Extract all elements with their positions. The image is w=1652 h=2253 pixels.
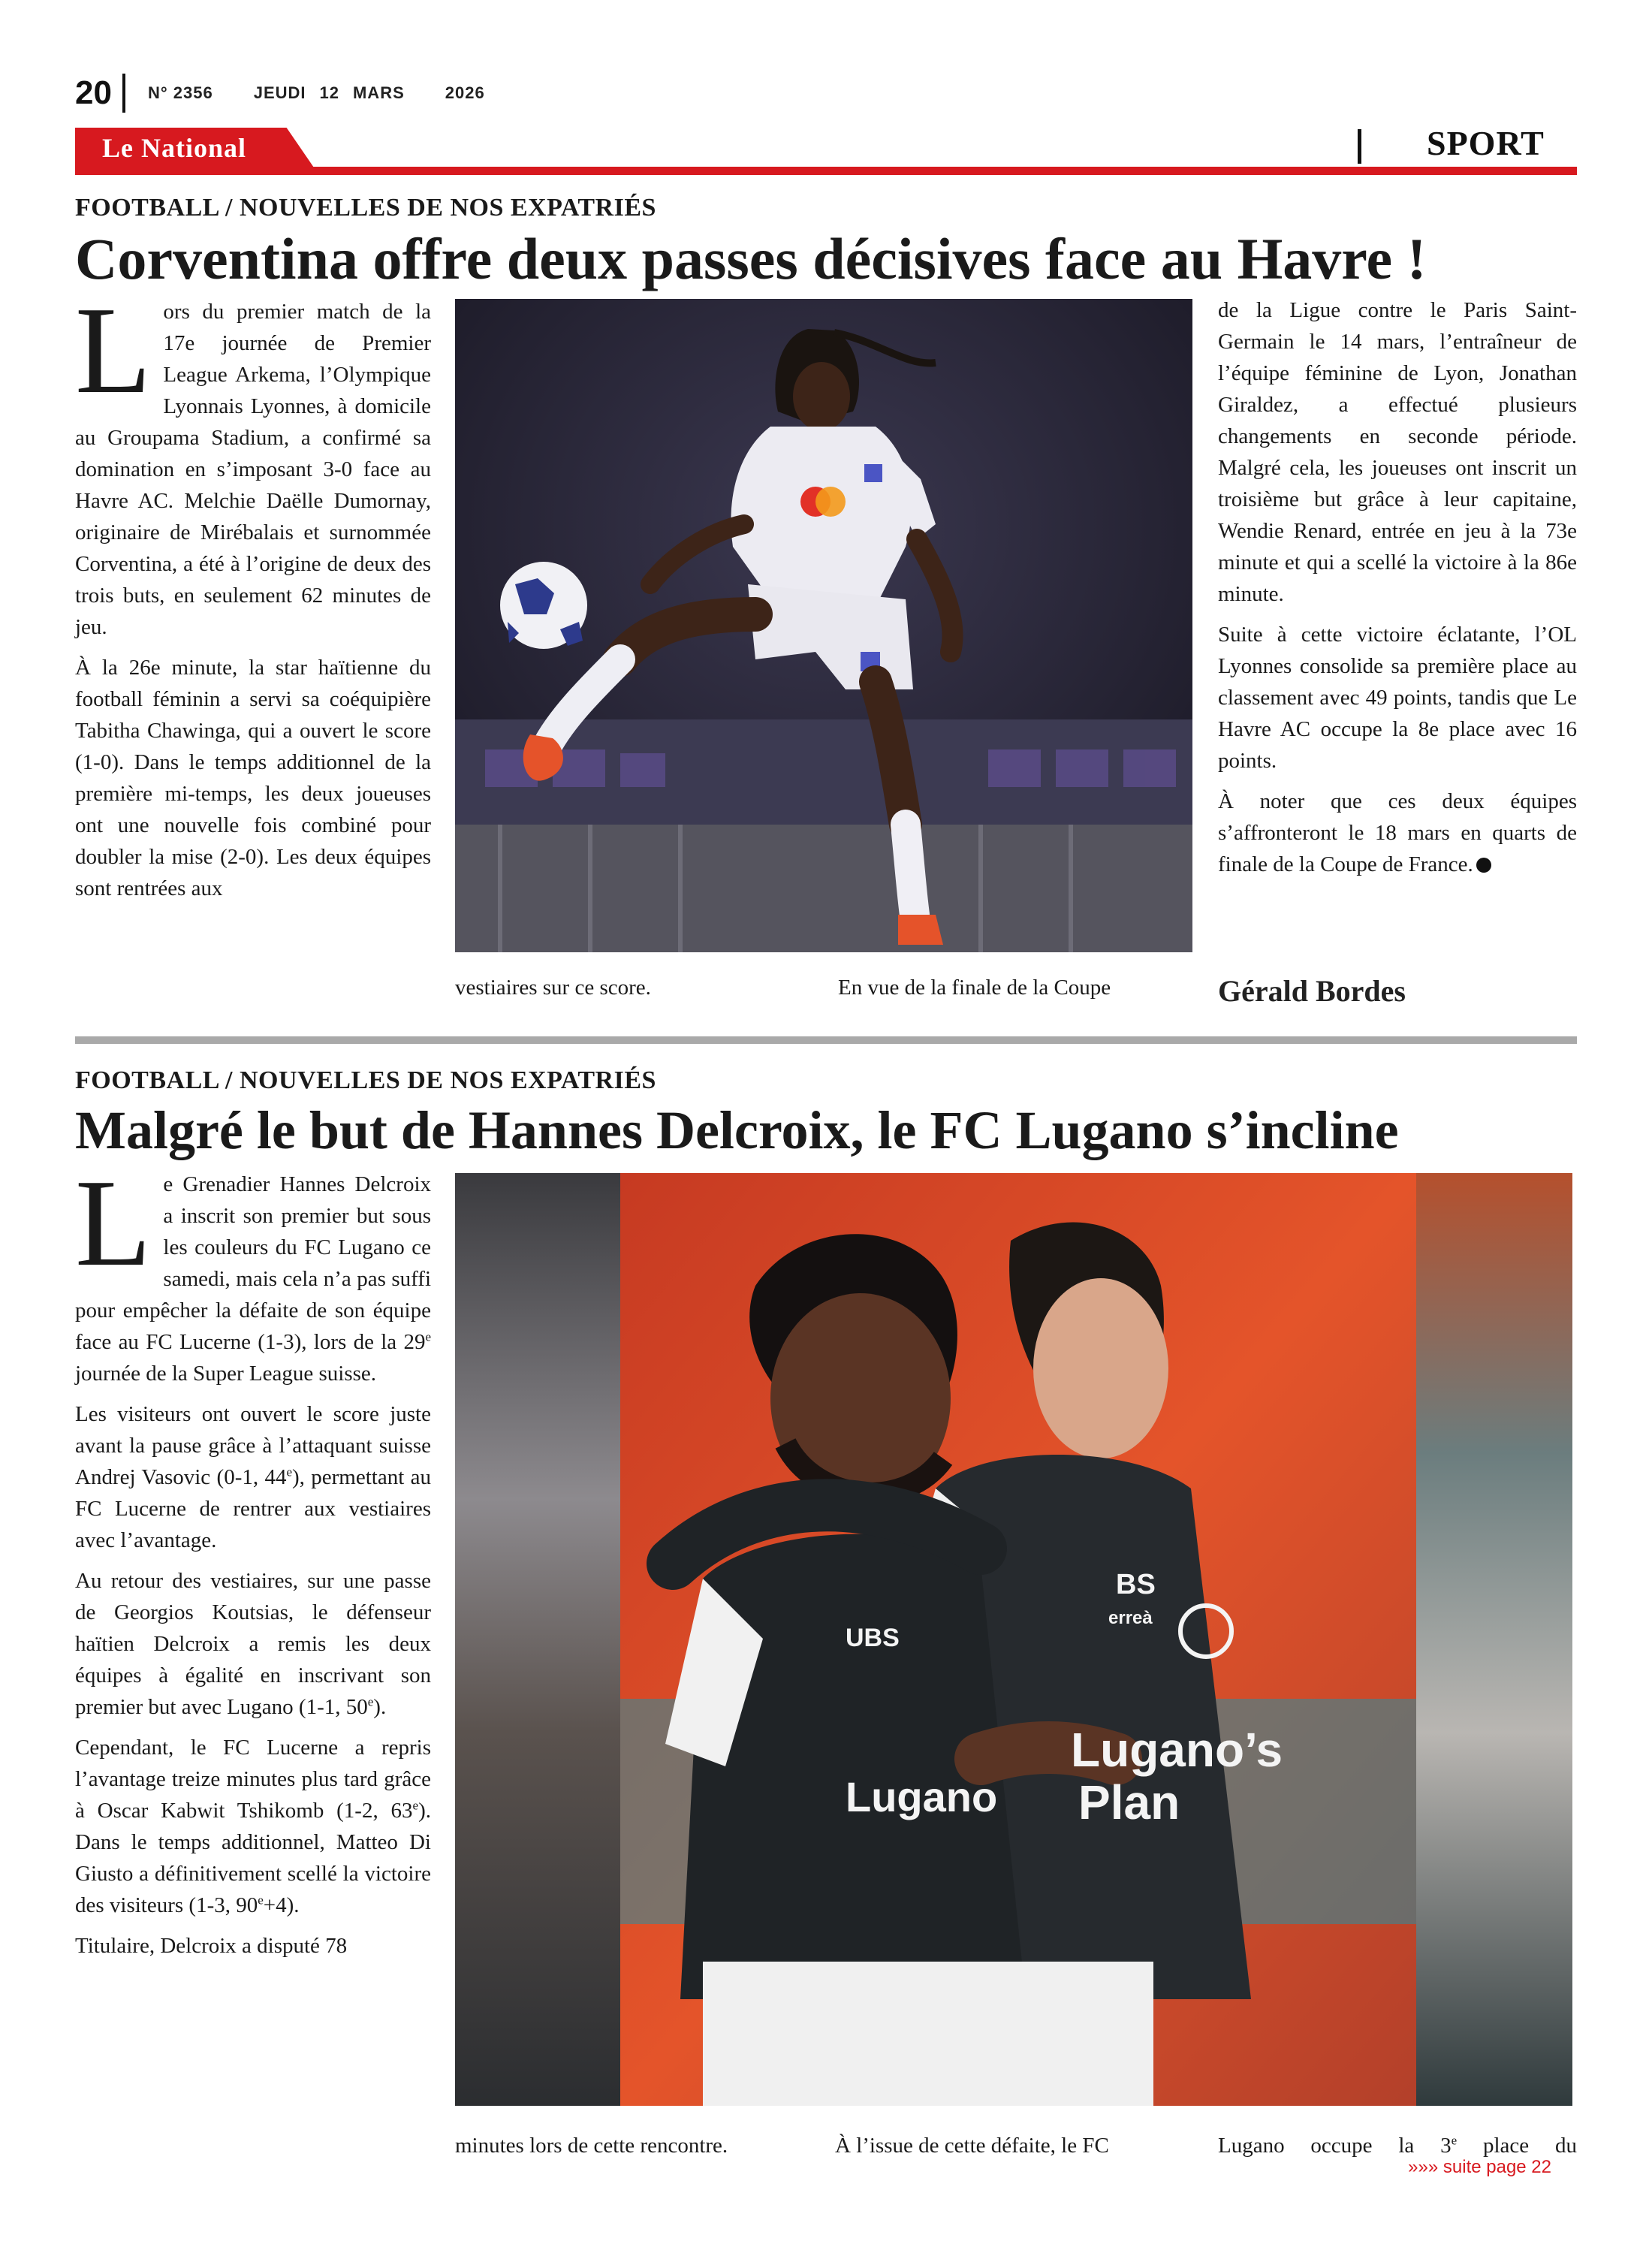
header-rule	[75, 167, 1577, 175]
article1-kicker: FOOTBALL / NOUVELLES DE NOS EXPATRIÉS	[75, 194, 656, 222]
article2-column-3-text: À l’issue de cette défaite, le FC	[835, 2134, 1109, 2158]
ordinal-superscript: e	[412, 1798, 419, 1813]
article1-paragraph-3: de la Ligue contre le Paris Saint-Germain le 14 mars, l’entraîneur de l’équipe féminine de Lyon, Jonathan Giraldez, a effectué plusieurs changements en seconde période. Malgré cela, les joueuses ont inscrit un troisième but grâce à leur capitaine, Wendie Renard, entrée en jeu à la 73e minute et qui a scellé la victoire à la 86e minute.	[1218, 298, 1577, 606]
article2-paragraph-3	[75, 1565, 431, 1723]
article2-paragraph-3-text-b: ).	[373, 1695, 387, 1719]
article2-paragraph-4-text-a: Cependant, le FC Lucerne a repris l’avantage treize minutes plus tard grâce à Oscar Kabwit Tshikomb (1-2, 63	[75, 1736, 431, 1823]
article2-paragraph-1	[75, 1154, 431, 1389]
article1-column-2-text: vestiaires sur ce score.	[455, 976, 651, 1000]
article1-byline: Gérald Bordes	[1218, 974, 1406, 1008]
article2-paragraph-5: Titulaire, Delcroix a disputé 78	[75, 1934, 348, 1958]
article2-paragraph-1-text-a: e Grenadier Hannes Delcroix a inscrit son premier but sous les couleurs du FC Lugano ce samedi, mais cela n’a pas suffi pour empêcher la défaite de son équipe face au FC Lucerne (1-3), lors de la 29	[75, 1172, 431, 1354]
article1-paragraph-1-text: ors du premier match de la 17e journée de Premier League Arkema, l’Olympique Lyonnais Lyonnes, à domicile au Groupama Stadium, a confirmé sa domination en s’imposant 3-0 face au Havre AC. Melchie Daëlle Dumornay, originaire de Mirébalais et surnommée Corventina, a été à l’origine de deux des trois buts, en seulement 62 minutes de jeu.	[75, 300, 431, 639]
player-kicking-ball-image	[455, 299, 1192, 952]
continued-on-page-link[interactable]: »»» suite page 22	[1408, 2157, 1551, 2177]
article1-column-4	[1218, 294, 1577, 889]
ordinal-superscript: e	[258, 1893, 264, 1908]
article2-column-1	[75, 1154, 431, 1971]
article1-photo	[455, 299, 1192, 952]
article2-drop-cap: L	[75, 1154, 152, 1292]
article1-headline: Corventina offre deux passes décisives face au Havre !	[75, 226, 1427, 291]
brand-name: Le National	[102, 133, 247, 163]
kit-text-right-2: Plan	[1078, 1775, 1180, 1829]
article2-paragraph-2-text-b: ), permettant au FC Lucerne de rentrer aux vestiaires avec l’avantage.	[75, 1465, 431, 1552]
article2-paragraph-3-text-a: Au retour des vestiaires, sur une passe de Georgios Koutsias, le défenseur haïtien Delcroix a remis les deux équipes à égalité en inscrivant son premier but avec Lugano (1-1, 50	[75, 1569, 431, 1719]
article1-paragraph-4: Suite à cette victoire éclatante, l’OL Lyonnes consolide sa première place au classement avec 49 points, tandis que Le Havre AC occupe la 8e place avec 16 points.	[1218, 623, 1577, 773]
kit-sponsor-left: UBS	[846, 1624, 900, 1652]
page-number: 20	[75, 74, 112, 111]
ordinal-superscript: e	[286, 1464, 292, 1479]
section-name: SPORT	[1427, 124, 1545, 162]
article2-photo	[455, 1173, 1572, 2106]
issue-date: 12	[319, 83, 339, 102]
kit-sponsor-right: BS	[1116, 1569, 1156, 1600]
end-of-article-mark	[1476, 858, 1491, 873]
article2-paragraph-4-text-b: ). Dans le temps additionnel, Matteo Di Giusto a définitivement scellé la victoire des visiteurs (1-3, 90	[75, 1799, 431, 1917]
article2-paragraph-4-text-c: +4).	[263, 1893, 300, 1917]
article2-paragraph-4	[75, 1732, 431, 1921]
article2-kicker: FOOTBALL / NOUVELLES DE NOS EXPATRIÉS	[75, 1066, 656, 1094]
ordinal-superscript: e	[425, 1329, 431, 1344]
article2-paragraph-1-text-b: journée de la Super League suisse.	[75, 1362, 377, 1386]
issue-year: 2026	[445, 83, 485, 102]
article-separator	[75, 1036, 1577, 1044]
article1-paragraph-2: À la 26e minute, la star haïtienne du football féminin a servi sa coéquipière Tabitha Chawinga, qui a ouvert le score (1-0). Dans le temps additionnel de la première mi-temps, les deux joueuses ont une nouvelle fois combiné pour doubler la mise (2-0). Les deux équipes sont rentrées aux	[75, 656, 431, 900]
kit-text-right-1: Lugano’s	[1071, 1723, 1283, 1777]
article2-paragraph-2	[75, 1398, 431, 1556]
folio-divider	[122, 74, 125, 113]
article1-paragraph-5	[1218, 786, 1577, 880]
issue-number: N° 2356	[147, 83, 213, 102]
article2-headline: Malgré le but de Hannes Delcroix, le FC Lugano s’incline	[75, 1100, 1399, 1160]
article1-column-1	[75, 281, 431, 913]
article1-drop-cap: L	[75, 281, 152, 419]
article1-column-3-text: En vue de la finale de la Coupe	[838, 976, 1111, 1000]
article1-paragraph-5-text: À noter que ces deux équipes s’affronteront le 18 mars en quarts de finale de la Coupe de France.	[1218, 789, 1577, 876]
article2-column-4-text-a: Lugano occupe la 3	[1218, 2134, 1452, 2158]
kit-text-left: Lugano	[846, 1773, 998, 1820]
ordinal-superscript: e	[367, 1694, 374, 1709]
issue-day: JEUDI	[253, 83, 306, 102]
article1-paragraph-1	[75, 281, 431, 643]
kit-maker-logo: erreà	[1108, 1608, 1153, 1628]
ordinal-superscript: e	[1451, 2133, 1458, 2148]
article2-paragraph-2-text-a: Les visiteurs ont ouvert le score juste avant la pause grâce à l’attaquant suisse Andrej Vasovic (0-1, 44	[75, 1402, 431, 1489]
article2-column-2-text: minutes lors de cette rencontre.	[455, 2134, 728, 2158]
page-folio	[75, 72, 526, 114]
issue-month: MARS	[352, 83, 405, 102]
players-celebrating-image	[455, 1173, 1572, 2106]
section-divider	[1358, 129, 1361, 164]
article2-column-4-text-b: place du	[1457, 2134, 1577, 2158]
